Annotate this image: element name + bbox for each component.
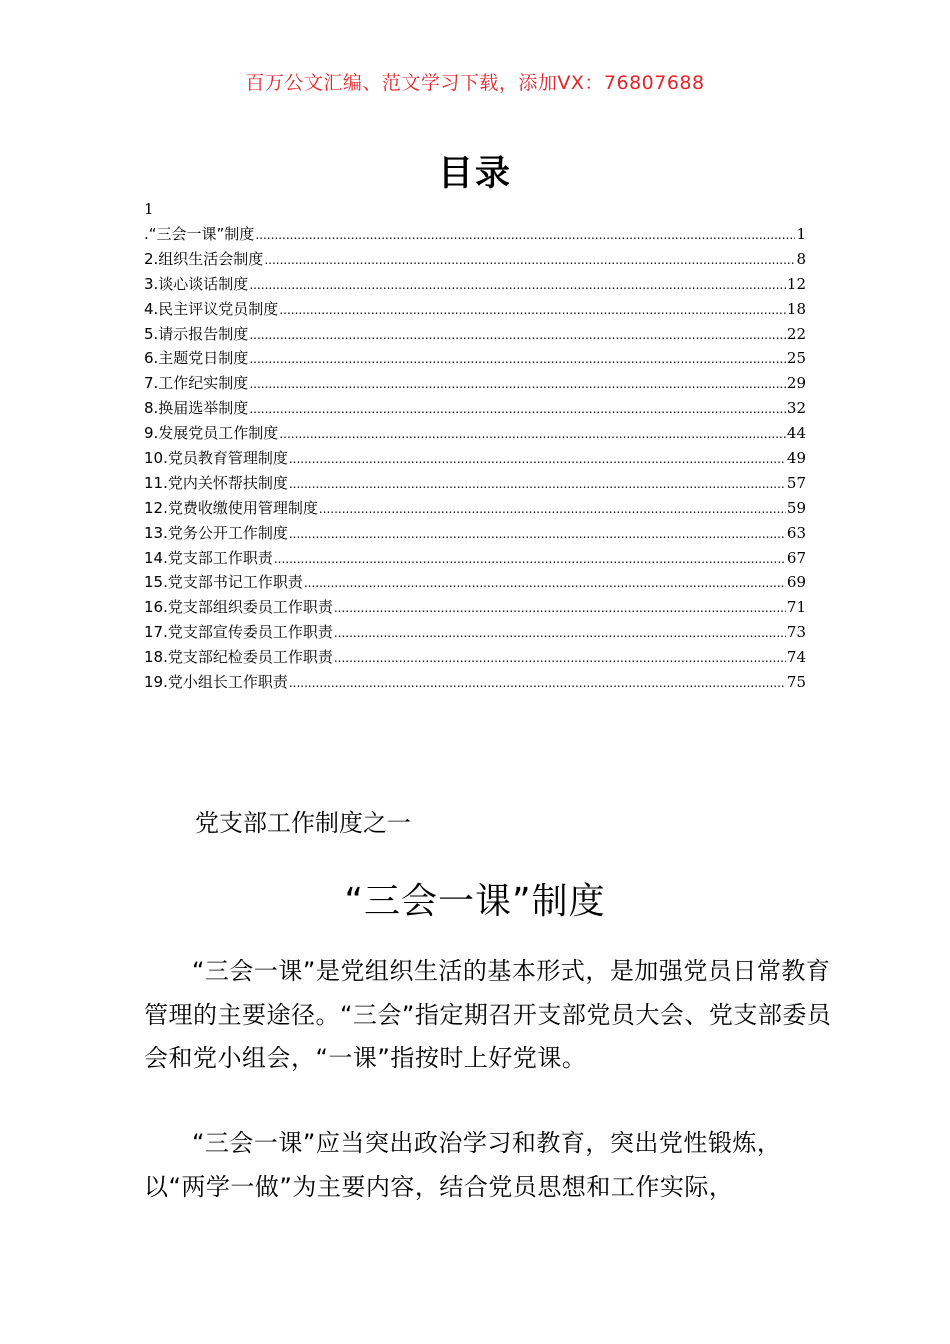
toc-dot-leader xyxy=(255,228,795,242)
toc-entry-label: 3.谈心谈话制度 xyxy=(144,274,249,293)
toc-entry-page: 67 xyxy=(786,548,806,567)
toc-entry-label: 18.党支部纪检委员工作职责 xyxy=(144,648,333,667)
toc-entry[interactable] xyxy=(144,347,806,372)
toc-dot-leader xyxy=(289,452,786,466)
toc-entry-label: 7.工作纪实制度 xyxy=(144,374,249,393)
toc-entry[interactable] xyxy=(144,273,806,298)
toc-dot-leader xyxy=(334,626,786,640)
toc-dot-leader xyxy=(319,502,786,516)
toc-entry-page: 75 xyxy=(786,673,806,692)
toc-entry-page: 44 xyxy=(786,424,806,443)
toc-entry-label: 9.发展党员工作制度 xyxy=(144,424,279,443)
toc-entry-label: .“三会一课”制度 xyxy=(144,225,255,243)
toc-entry-page: 71 xyxy=(786,598,806,617)
toc-entry[interactable] xyxy=(144,646,806,671)
toc-entry[interactable] xyxy=(144,621,806,646)
toc-dot-leader xyxy=(249,328,786,342)
toc-entry-label: 8.换届选举制度 xyxy=(144,399,249,418)
download-banner: 百万公文汇编、范文学习下载，添加VX：76807688 xyxy=(245,72,705,94)
toc-entry-page: 8 xyxy=(796,249,806,268)
toc-dot-leader xyxy=(249,377,786,391)
toc-entry-label: 2.组织生活会制度 xyxy=(144,249,264,268)
toc-entry[interactable] xyxy=(144,447,806,472)
toc-entry[interactable] xyxy=(144,372,806,397)
toc-dot-leader xyxy=(279,303,786,317)
toc-entry-label: 13.党务公开工作制度 xyxy=(144,523,288,542)
toc-entry-label: 12.党费收缴使用管理制度 xyxy=(144,498,318,517)
toc-dot-leader xyxy=(334,601,786,615)
toc-dot-leader xyxy=(249,352,786,366)
toc-entry-page: 32 xyxy=(786,399,806,418)
toc-title: 目录 xyxy=(437,154,512,194)
toc-entry-page: 18 xyxy=(786,299,806,318)
toc-entry-label: 15.党支部书记工作职责 xyxy=(144,573,303,592)
table-of-contents xyxy=(144,223,806,696)
toc-dot-leader xyxy=(304,576,786,590)
toc-dot-leader xyxy=(274,552,786,566)
toc-entry[interactable] xyxy=(144,472,806,497)
toc-entry-page: 73 xyxy=(786,623,806,642)
toc-entry-label: 4.民主评议党员制度 xyxy=(144,299,279,318)
toc-entry-page: 59 xyxy=(786,498,806,517)
toc-entry-page: 74 xyxy=(786,648,806,667)
toc-entry-page: 12 xyxy=(786,274,806,293)
toc-entry[interactable] xyxy=(144,497,806,522)
toc-dot-leader xyxy=(289,676,786,690)
toc-dot-leader xyxy=(249,278,786,292)
toc-entry[interactable] xyxy=(144,323,806,348)
toc-entry-label: 6.主题党日制度 xyxy=(144,349,249,368)
toc-dot-leader xyxy=(289,527,786,541)
toc-entry-page: 29 xyxy=(786,374,806,393)
toc-lead-number: 1 xyxy=(144,200,154,218)
toc-entry[interactable] xyxy=(144,223,806,248)
section-series-label: 党支部工作制度之一 xyxy=(195,809,411,837)
toc-dot-leader xyxy=(289,477,786,491)
toc-entry-page: 25 xyxy=(786,349,806,368)
toc-entry-page: 22 xyxy=(786,324,806,343)
toc-dot-leader xyxy=(279,427,786,441)
toc-entry[interactable] xyxy=(144,522,806,547)
toc-entry-label: 14.党支部工作职责 xyxy=(144,548,273,567)
toc-entry[interactable] xyxy=(144,671,806,696)
toc-entry[interactable] xyxy=(144,248,806,273)
toc-entry-label: 19.党小组长工作职责 xyxy=(144,673,288,692)
toc-entry[interactable] xyxy=(144,422,806,447)
toc-dot-leader xyxy=(334,651,786,665)
toc-entry[interactable] xyxy=(144,571,806,596)
toc-entry-label: 11.党内关怀帮扶制度 xyxy=(144,473,288,492)
toc-dot-leader xyxy=(264,253,795,267)
toc-entry-page: 57 xyxy=(786,473,806,492)
toc-entry-label: 16.党支部组织委员工作职责 xyxy=(144,598,333,617)
toc-entry-page: 63 xyxy=(786,523,806,542)
toc-entry-label: 10.党员教育管理制度 xyxy=(144,449,288,468)
body-paragraph: “三会一课”应当突出政治学习和教育，突出党性锻炼，以“两学一做”为主要内容，结合党员思想和工作实际， xyxy=(144,1129,782,1201)
toc-entry-page: 49 xyxy=(786,449,806,468)
toc-entry-label: 5.请示报告制度 xyxy=(144,324,249,343)
toc-entry[interactable] xyxy=(144,298,806,323)
toc-entry-label: 17.党支部宣传委员工作职责 xyxy=(144,623,333,642)
toc-dot-leader xyxy=(249,402,786,416)
toc-entry-page: 69 xyxy=(786,573,806,592)
toc-entry[interactable] xyxy=(144,547,806,572)
toc-entry-page: 1 xyxy=(796,225,806,243)
toc-entry[interactable] xyxy=(144,596,806,621)
body-paragraph: “三会一课”是党组织生活的基本形式，是加强党员日常教育管理的主要途径。“三会”指定期召开支部党员大会、党支部委员会和党小组会，“一课”指按时上好党课。 xyxy=(144,957,832,1072)
toc-entry[interactable] xyxy=(144,397,806,422)
document-title: “三会一课”制度 xyxy=(344,881,606,922)
